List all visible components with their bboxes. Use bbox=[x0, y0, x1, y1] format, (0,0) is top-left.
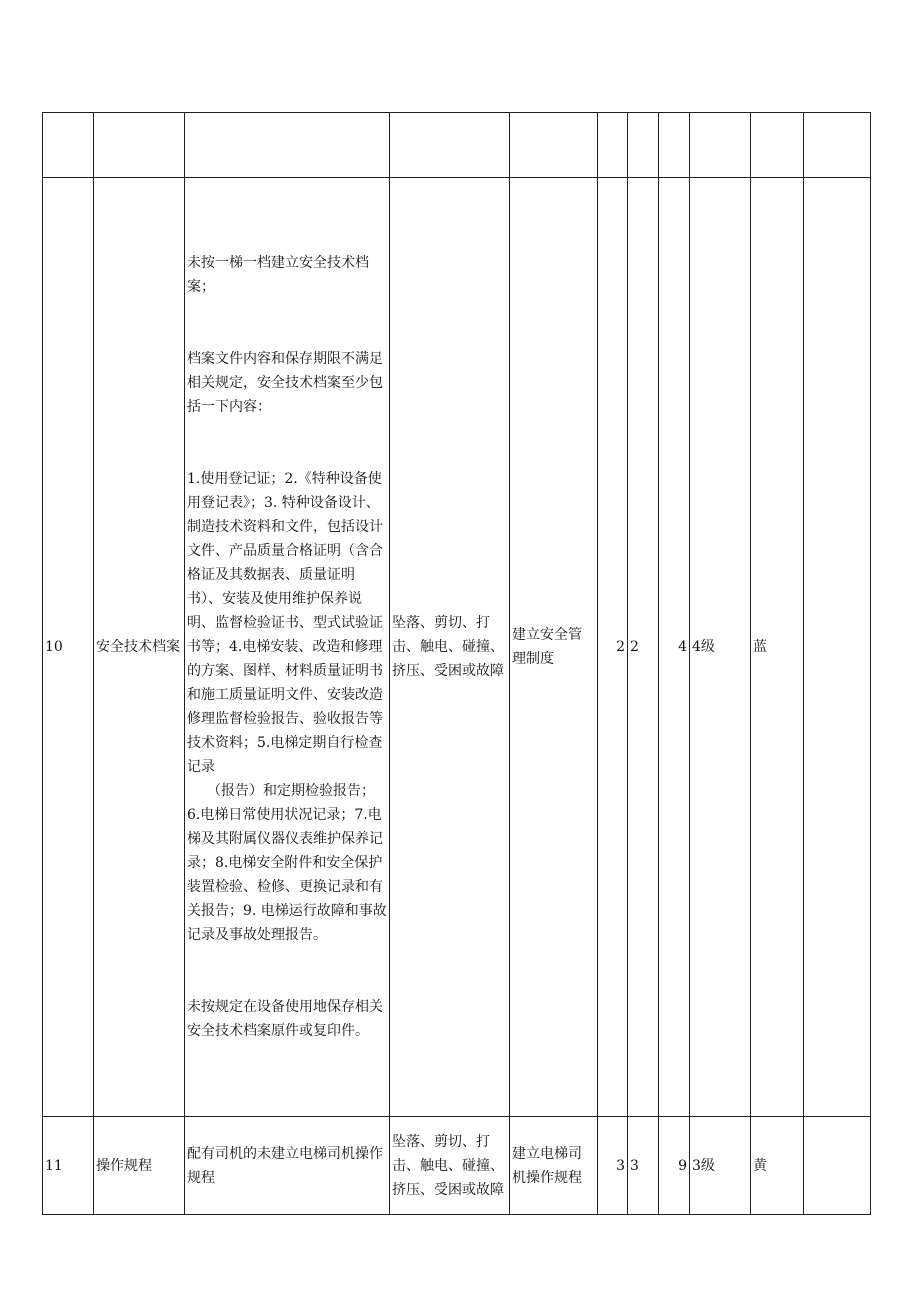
empty-cell bbox=[510, 113, 598, 178]
severity-value: 2 bbox=[628, 178, 659, 1117]
inspection-item: 操作规程 bbox=[94, 1117, 185, 1215]
inspection-item: 安全技术档案 bbox=[94, 178, 185, 1117]
likelihood-value: 2 bbox=[598, 178, 628, 1117]
hazard-paragraph-continued bbox=[187, 779, 387, 947]
empty-cell bbox=[659, 113, 690, 178]
risk-level: 4级 bbox=[690, 178, 751, 1117]
empty-cell bbox=[94, 113, 185, 178]
empty-cell bbox=[598, 113, 628, 178]
severity-value: 3 bbox=[628, 1117, 659, 1215]
row-index: 11 bbox=[43, 1117, 94, 1215]
risk-assessment-table bbox=[42, 112, 871, 1215]
control-measure: 建立电梯司机操作规程 bbox=[510, 1117, 598, 1215]
hazard-description: 配有司机的未建立电梯司机操作规程 bbox=[185, 1117, 390, 1215]
empty-cell bbox=[185, 113, 390, 178]
table-row bbox=[43, 1117, 871, 1215]
consequence: 坠落、剪切、打击、触电、碰撞、挤压、受困或故障 bbox=[390, 1117, 510, 1215]
hazard-description bbox=[185, 178, 390, 1117]
risk-color: 黄 bbox=[751, 1117, 804, 1215]
control-measure: 建立安全管理制度 bbox=[510, 178, 598, 1117]
hazard-paragraph: 1.使用登记证；2.《特种设备使用登记表》；3. 特种设备设计、制造技术资料和文件，包括设计文件、产品质量合格证明（含合格证及其数据表、质量证明书）、安装及使用维护保养说明、监督检验证书、型式试验证书等；4.电梯安装、改造和修理的方案、图样、材料质量证明书和施工质量证明文件、安装改造修理监督检验报告、验收报告等技术资料；5.电梯定期自行检查记录 bbox=[187, 471, 383, 775]
note-cell bbox=[804, 178, 871, 1117]
hazard-paragraph: 未按一梯一档建立安全技术档案； bbox=[187, 255, 369, 295]
empty-cell bbox=[751, 113, 804, 178]
hazard-paragraph-text: （报告）和定期检验报告；6.电梯日常使用状况记录；7.电梯及其附属仪器仪表维护保养记录；8.电梯安全附件和安全保护装置检验、检修、更换记录和有关报告；9. 电梯运行故障和事故记录及事故处理报告。 bbox=[187, 783, 387, 943]
risk-value: 9 bbox=[659, 1117, 690, 1215]
hazard-paragraph: 档案文件内容和保存期限不满足相关规定，安全技术档案至少包括一下内容： bbox=[187, 351, 383, 415]
table-row-continuation bbox=[43, 113, 871, 178]
risk-color: 蓝 bbox=[751, 178, 804, 1117]
table-row bbox=[43, 178, 871, 1117]
consequence: 坠落、剪切、打击、触电、碰撞、挤压、受困或故障 bbox=[390, 178, 510, 1117]
note-cell bbox=[804, 1117, 871, 1215]
empty-cell bbox=[690, 113, 751, 178]
empty-cell bbox=[628, 113, 659, 178]
row-index: 10 bbox=[43, 178, 94, 1117]
risk-value: 4 bbox=[659, 178, 690, 1117]
risk-level: 3级 bbox=[690, 1117, 751, 1215]
empty-cell bbox=[804, 113, 871, 178]
empty-cell bbox=[390, 113, 510, 178]
empty-cell bbox=[43, 113, 94, 178]
likelihood-value: 3 bbox=[598, 1117, 628, 1215]
hazard-paragraph: 未按规定在设备使用地保存相关安全技术档案原件或复印件。 bbox=[187, 999, 383, 1039]
